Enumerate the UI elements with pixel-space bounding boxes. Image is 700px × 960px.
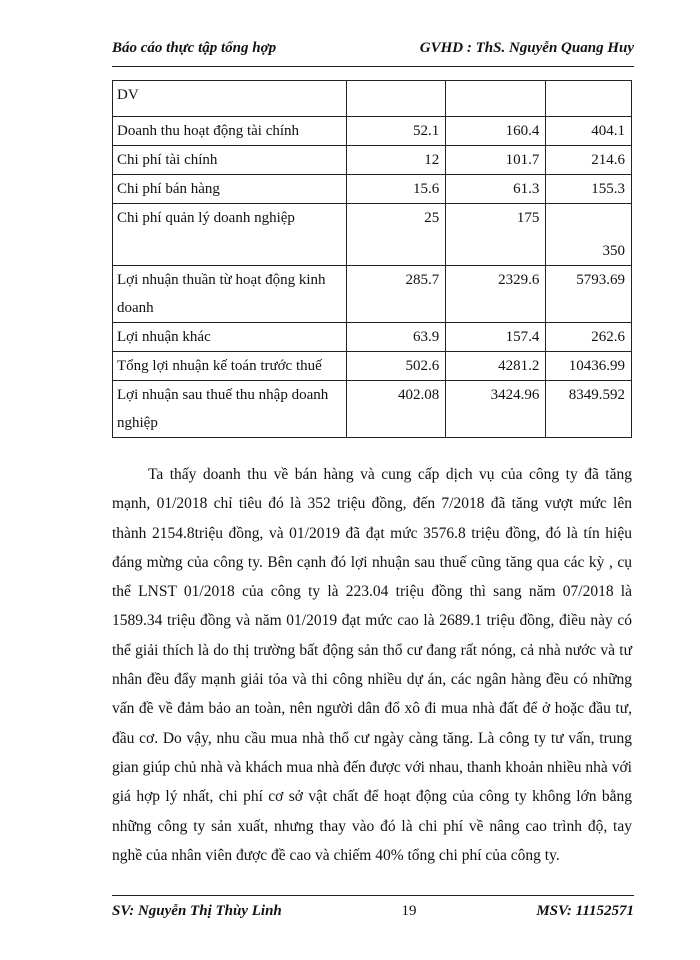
row-label: Lợi nhuận sau thuế thu nhập doanh nghiệp	[113, 381, 347, 438]
cell-value: 4281.2	[446, 352, 546, 381]
financial-table	[112, 80, 632, 438]
cell-value: 502.6	[346, 352, 446, 381]
row-label: Lợi nhuận khác	[113, 323, 347, 352]
cell-value: 214.6	[546, 146, 632, 175]
page-header	[112, 40, 634, 57]
table-row	[113, 175, 632, 204]
cell-value: 160.4	[446, 117, 546, 146]
cell-value: 2329.6	[446, 266, 546, 323]
cell-value: 25	[346, 204, 446, 266]
cell-value: 262.6	[546, 323, 632, 352]
cell-value: 285.7	[346, 266, 446, 323]
row-label: Lợi nhuận thuần từ hoạt động kinh doanh	[113, 266, 347, 323]
cell-value	[446, 81, 546, 117]
header-title: Báo cáo thực tập tổng hợp	[112, 40, 277, 56]
cell-value: 101.7	[446, 146, 546, 175]
row-label: Chi phí bán hàng	[113, 175, 347, 204]
cell-value: 350	[546, 204, 632, 266]
header-supervisor: GVHD : ThS. Nguyễn Quang Huy	[419, 40, 634, 56]
row-label: DV	[113, 81, 347, 117]
cell-value: 15.6	[346, 175, 446, 204]
row-label: Chi phí quản lý doanh nghiệp	[113, 204, 347, 266]
cell-value: 157.4	[446, 323, 546, 352]
table-row	[113, 81, 632, 117]
table-row	[113, 352, 632, 381]
cell-value: 402.08	[346, 381, 446, 438]
cell-value: 61.3	[446, 175, 546, 204]
cell-value: 155.3	[546, 175, 632, 204]
cell-value: 8349.592	[546, 381, 632, 438]
footer-divider	[112, 895, 634, 896]
row-label: Tổng lợi nhuận kế toán trước thuế	[113, 352, 347, 381]
cell-value: 404.1	[546, 117, 632, 146]
cell-value: 175	[446, 204, 546, 266]
table-row	[113, 381, 632, 438]
page-number: 19	[401, 903, 417, 919]
table-row	[113, 266, 632, 323]
row-label: Chi phí tài chính	[113, 146, 347, 175]
footer-student: SV: Nguyễn Thị Thùy Linh	[112, 903, 282, 919]
table-row	[113, 146, 632, 175]
page-footer	[112, 903, 634, 920]
header-divider	[112, 66, 634, 67]
cell-value: 12	[346, 146, 446, 175]
table-row	[113, 323, 632, 352]
cell-value: 5793.69	[546, 266, 632, 323]
footer-student-id: MSV: 11152571	[536, 903, 634, 919]
row-label: Doanh thu hoạt động tài chính	[113, 117, 347, 146]
cell-value: 10436.99	[546, 352, 632, 381]
cell-value	[546, 81, 632, 117]
body-paragraph: Ta thấy doanh thu về bán hàng và cung cấp dịch vụ của công ty đã tăng mạnh, 01/2018 chỉ tiêu đó là 352 triệu đồng, đến 7/2018 đã tăng vượt mức lên thành 2154.8triệu đồng, và 01/2019 đã đạt mức 3576.8 triệu đồng, đó là tín hiệu đáng mừng của công ty. Bên cạnh đó lợi nhuận sau thuế cũng tăng qua các kỳ , cụ thể LNST 01/2018 của công ty là 223.04 triệu đồng thì sang năm 07/2018 là 1589.34 triệu đồng và năm 01/2019 đạt mức cao là 2689.1 triệu đồng, điều này có thể giải thích là do thị trường bất động sản thổ cư đang rất nóng, cả nhà nước và tư nhân đều đẩy mạnh giải tỏa và thi công nhiều dự án, các ngân hàng đều có những vấn đề về đảm bảo an toàn, nên người dân đổ xô đi mua nhà đất để ở hoặc đầu tư, đầu cơ. Do vậy, nhu cầu mua nhà thổ cư ngày càng tăng. Là công ty tư vấn, trung gian giúp chủ nhà và khách mua nhà đến được với nhau, thanh khoản nhiều nhà với giá hợp lý nhất, chi phí cơ sở vật chất để hoạt động của công ty không lớn bằng những công ty sản xuất, nhưng thay vào đó là chi phí về nâng cao trình độ, tay nghề của nhân viên được đề cao và chiếm 40% tổng chi phí của công ty.	[112, 466, 632, 864]
cell-value	[346, 81, 446, 117]
table-row	[113, 204, 632, 266]
cell-value: 3424.96	[446, 381, 546, 438]
table-row	[113, 117, 632, 146]
cell-value: 52.1	[346, 117, 446, 146]
cell-value: 63.9	[346, 323, 446, 352]
